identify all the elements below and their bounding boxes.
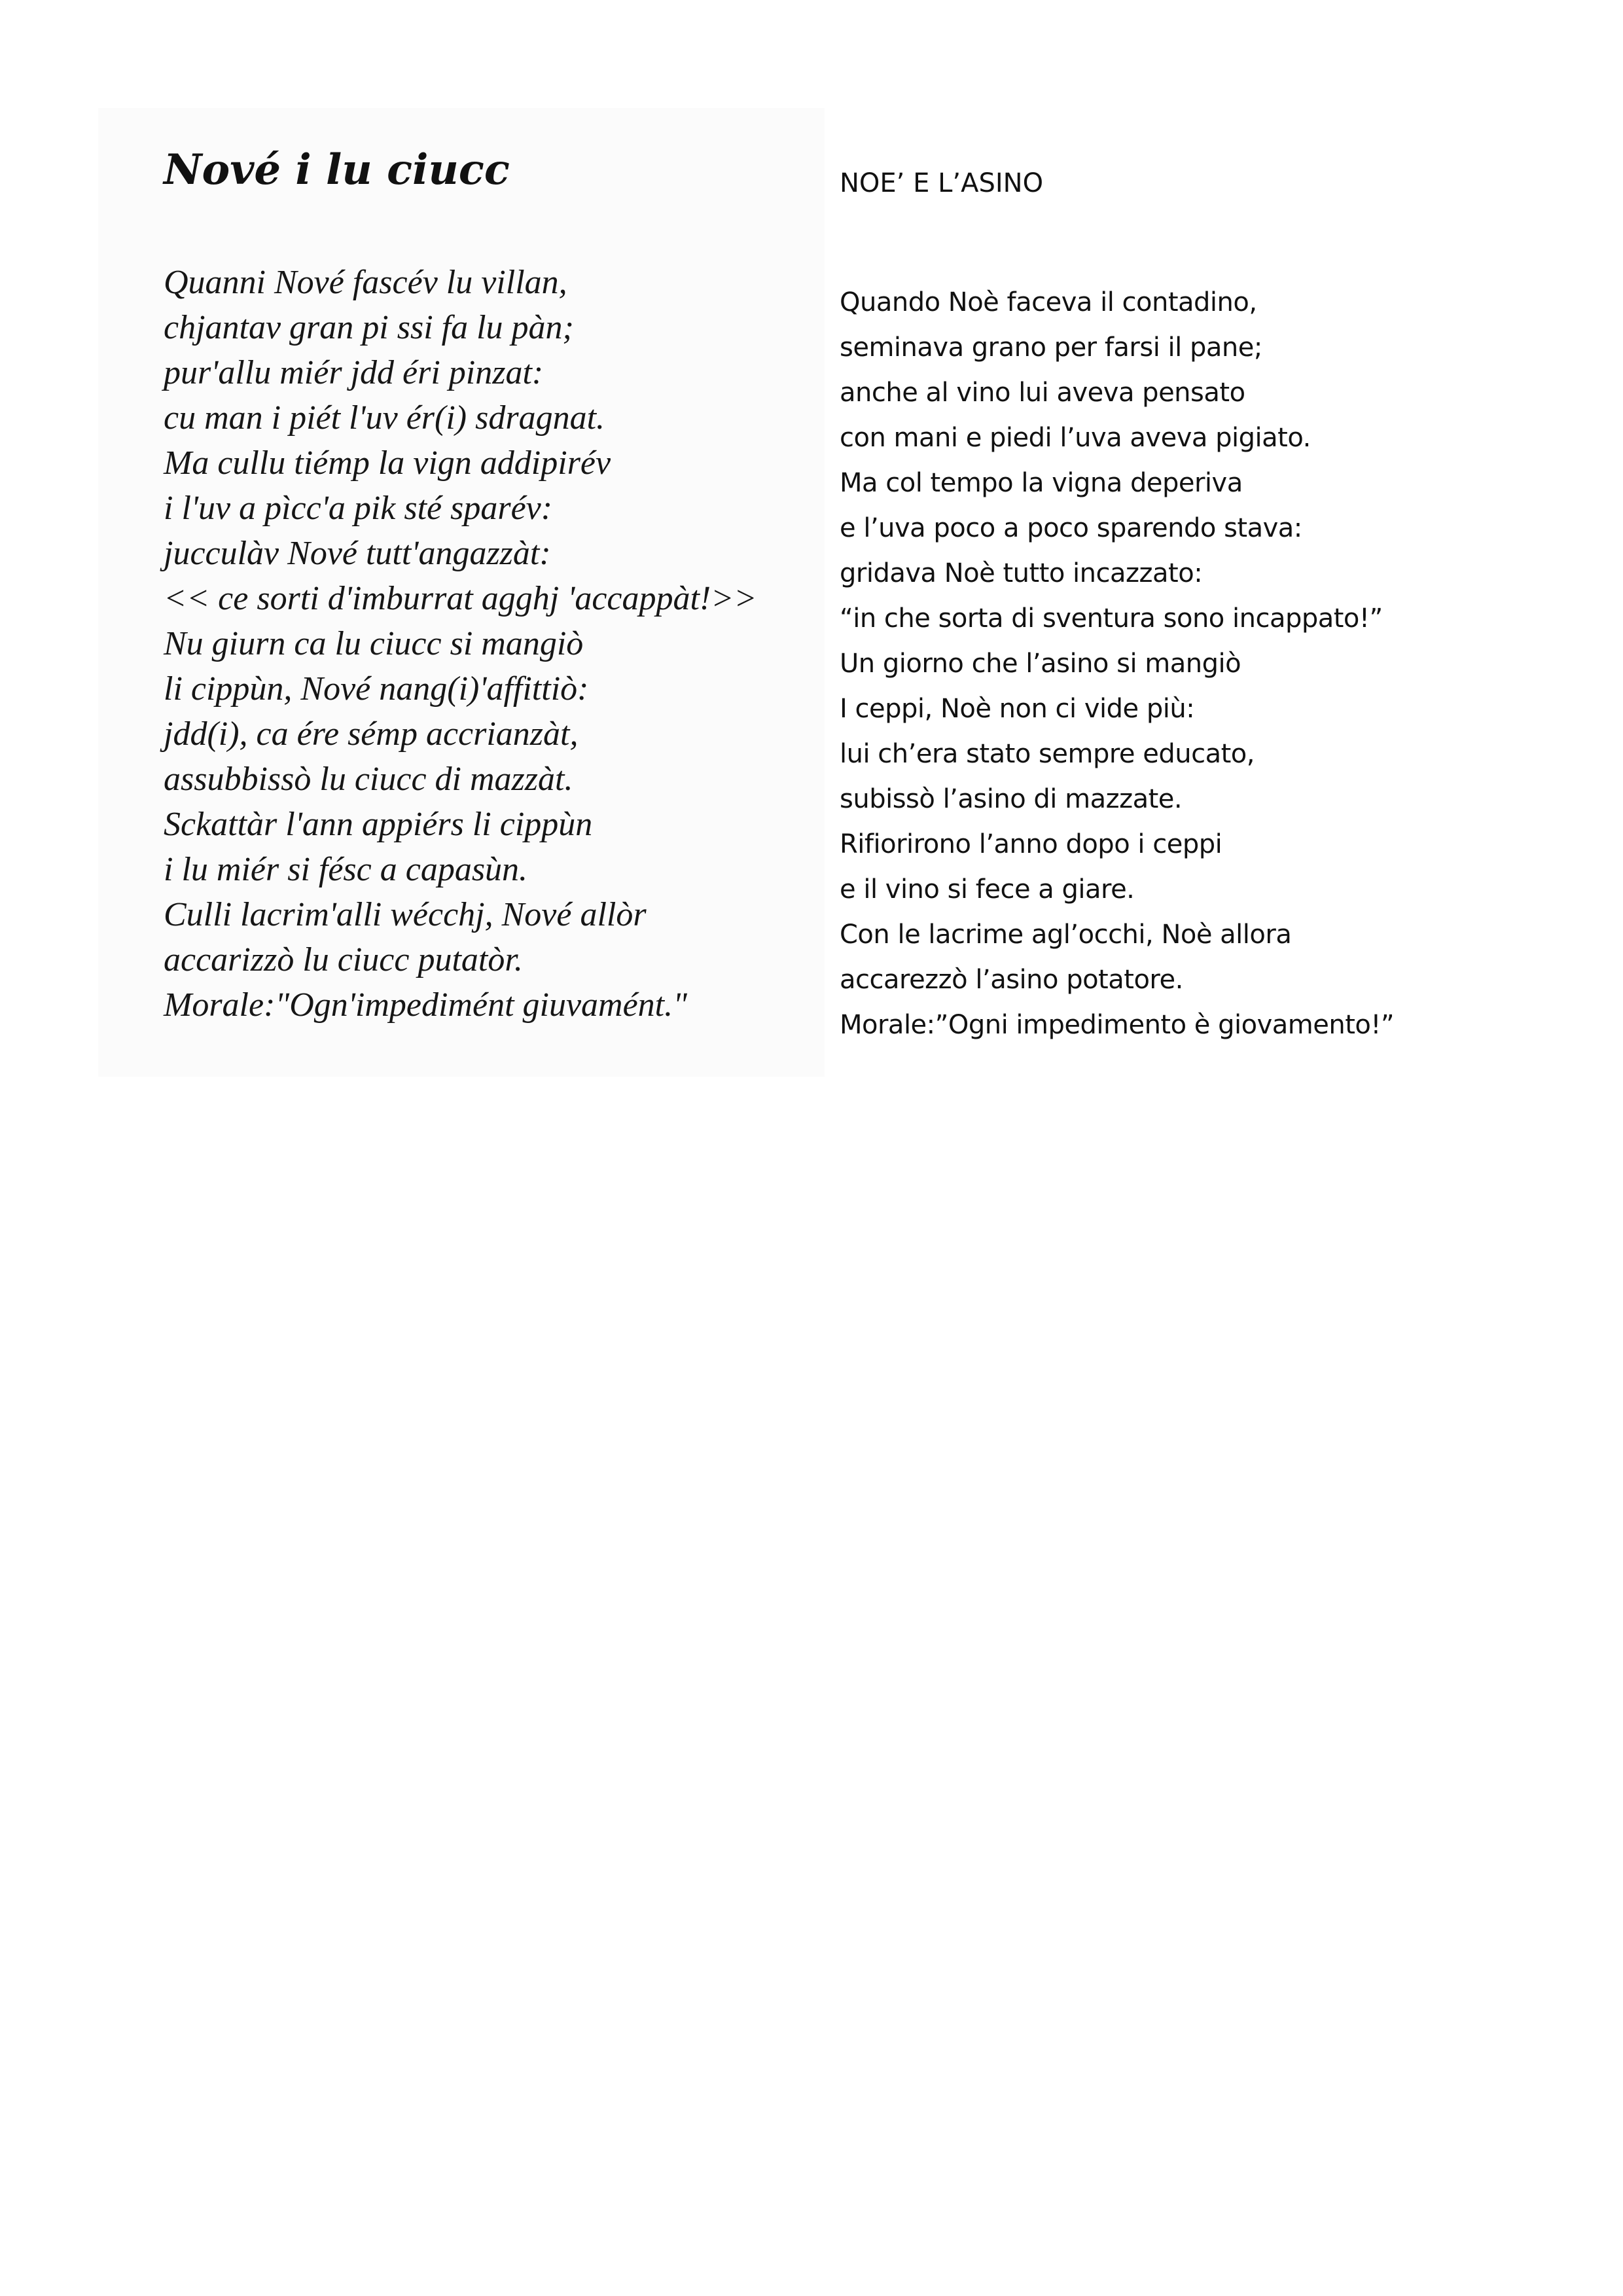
italian-poem-line: lui ch’era stato sempre educato,	[840, 739, 1255, 769]
dialect-poem-line: Quanni Nové fascév lu villan,	[164, 264, 567, 301]
dialect-poem-line: assubbissò lu ciucc di mazzàt.	[164, 761, 573, 798]
italian-poem-line: subissò l’asino di mazzate.	[840, 784, 1183, 814]
dialect-poem-line: Nu giurn ca lu ciucc si mangiò	[164, 625, 584, 662]
italian-poem-line: Un giorno che l’asino si mangiò	[840, 649, 1241, 679]
italian-poem-title: NOE’ E L’ASINO	[840, 168, 1044, 198]
italian-poem-line: Quando Noè faceva il contadino,	[840, 287, 1257, 317]
italian-poem-line: e il vino si fece a giare.	[840, 874, 1135, 905]
dialect-poem-line: i l'uv a pìcc'a pik sté sparév:	[164, 490, 553, 527]
italian-poem-line: anche al vino lui aveva pensato	[840, 378, 1245, 408]
dialect-poem-line: cu man i piét l'uv ér(i) sdragnat.	[164, 399, 605, 437]
dialect-poem-line: i lu miér si fésc a capasùn.	[164, 851, 528, 888]
italian-poem-line: con mani e piedi l’uva aveva pigiato.	[840, 423, 1311, 453]
dialect-poem-title: Nové i lu ciucc	[164, 145, 510, 194]
italian-poem-line: Con le lacrime agl’occhi, Noè allora	[840, 920, 1292, 950]
dialect-poem-line: li cippùn, Nové nang(i)'affittiò:	[164, 670, 589, 708]
italian-poem-line: I ceppi, Noè non ci vide più:	[840, 694, 1195, 724]
dialect-poem-line: chjantav gran pi ssi fa lu pàn;	[164, 309, 574, 346]
dialect-poem-line: << ce sorti d'imburrat agghj 'accappàt!>>	[164, 580, 757, 617]
italian-poem-line: “in che sorta di sventura sono incappato!”	[840, 603, 1383, 634]
italian-poem-line: gridava Noè tutto incazzato:	[840, 558, 1203, 588]
dialect-poem-text	[164, 260, 831, 1028]
dialect-poem-line: jdd(i), ca ére sémp accrianzàt,	[164, 715, 579, 753]
dialect-poem-moral: Morale:"Ogn'impedimént giuvamént."	[164, 986, 687, 1024]
dialect-poem-line: Ma cullu tiémp la vign addipirév	[164, 444, 611, 482]
italian-poem-line: accarezzò l’asino potatore.	[840, 965, 1183, 995]
dialect-poem-line: Sckattàr l'ann appiérs li cippùn	[164, 806, 593, 843]
italian-poem-text	[840, 280, 1592, 1048]
dialect-poem-line: jucculàv Nové tutt'angazzàt:	[164, 535, 551, 572]
dialect-poem-line: Culli lacrim'alli wécchj, Nové allòr	[164, 896, 647, 933]
italian-poem-moral: Morale:”Ogni impedimento è giovamento!”	[840, 1010, 1395, 1040]
italian-poem-line: seminava grano per farsi il pane;	[840, 332, 1262, 363]
dialect-poem-line: accarizzò lu ciucc putatòr.	[164, 941, 523, 978]
italian-poem-line: Ma col tempo la vigna deperiva	[840, 468, 1243, 498]
dialect-poem-line: pur'allu miér jdd éri pinzat:	[164, 354, 544, 391]
italian-poem-line: Rifiorirono l’anno dopo i ceppi	[840, 829, 1222, 859]
italian-poem-line: e l’uva poco a poco sparendo stava:	[840, 513, 1302, 543]
